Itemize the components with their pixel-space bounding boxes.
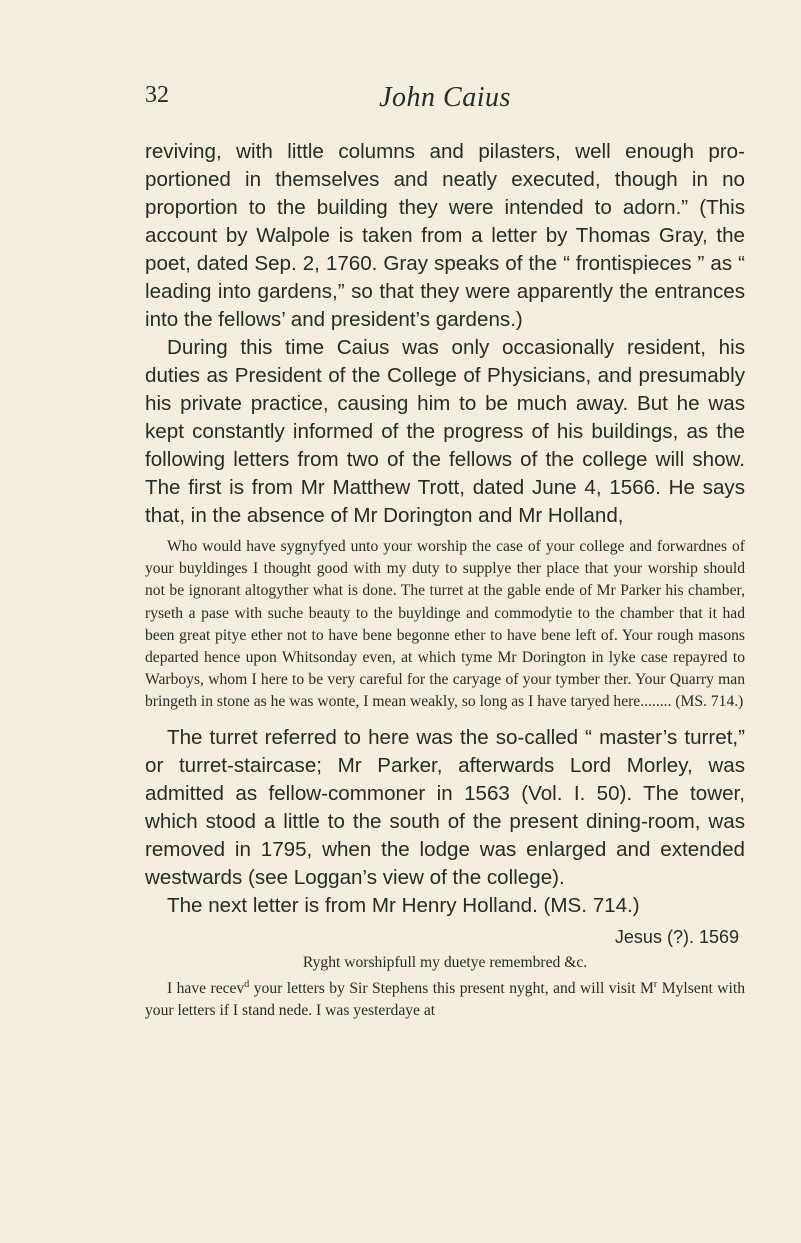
paragraph: reviving, with little columns and pilasters, well enough pro-portioned in themselves and neatly executed, though in no proportion to the building they were intended to adorn.” (This account by Walpole is taken from a letter by Thomas Gray, the poet, dated Sep. 2, 1760. Gray speaks of the “ frontispieces ” as “ leading into gardens,” so that they were apparently the entrances into the fellows’ and president’s gardens.) [145, 140, 745, 331]
paragraph: The next letter is from Mr Henry Holland. (MS. 714.) [167, 893, 640, 917]
superscript: d [244, 978, 250, 990]
block-quote [145, 978, 745, 1022]
letter-dateline: Jesus (?). 1569 [614, 926, 739, 947]
running-head [145, 82, 745, 122]
letter-salutation: Ryght worshipfull my duetye remembred &c. [302, 953, 588, 971]
running-title: John Caius [379, 82, 511, 113]
block-quote: Who would have sygnyfyed unto your worship the case of your college and forwardnes of your buyldinges I thought good with my duty to supplye ther place that your worship should not be ignorant altogyther what is done. The turret at the gable ende of Mr Parker his chamber, ryseth a pase with suche beauty to the buyldinge and commodytie to the chamber that it had been great pitye ether not to have bene begonne ether to have bene left of. Your rough masons departed hence upon Whitsonday even, at which tyme Mr Dorington in lyke case repayred to Warboys, whom I here to be very careful for the caryage of your tymber ther. Your Quarry man bringeth in stone as he was wonte, I mean weakly, so long as I have taryed here........ (MS. 714.) [145, 538, 745, 711]
paragraph: The turret referred to here was the so-called “ master’s turret,” or turret-staircase; Mr Parker, afterwards Lord Morley, was admitted as fellow-commoner in 1563 (Vol. I. 50). The tower, which stood a little to the south of the present dining-room, was removed in 1795, when the lodge was enlarged and extended westwards (see Loggan’s view of the college). [145, 725, 745, 889]
body-text [145, 138, 745, 1022]
quote-text: your letters by Sir Stephens this present nyght, and will visit M [249, 979, 654, 997]
page-number: 32 [145, 82, 169, 108]
paragraph: During this time Caius was only occasionally resident, his duties as President of the College of Physicians, and presumably his private practice, causing him to be much away. But he was kept constantly informed of the progress of his buildings, as the following letters from two of the fellows of the college will show. The first is from Mr Matthew Trott, dated June 4, 1566. He says that, in the absence of Mr Dorington and Mr Holland, [145, 336, 745, 527]
superscript: r [653, 978, 658, 990]
quote-text: I have recev [167, 979, 245, 997]
quote-text: Mylsent with your letters if I stand nede. I was yesterdaye at [145, 979, 745, 1019]
